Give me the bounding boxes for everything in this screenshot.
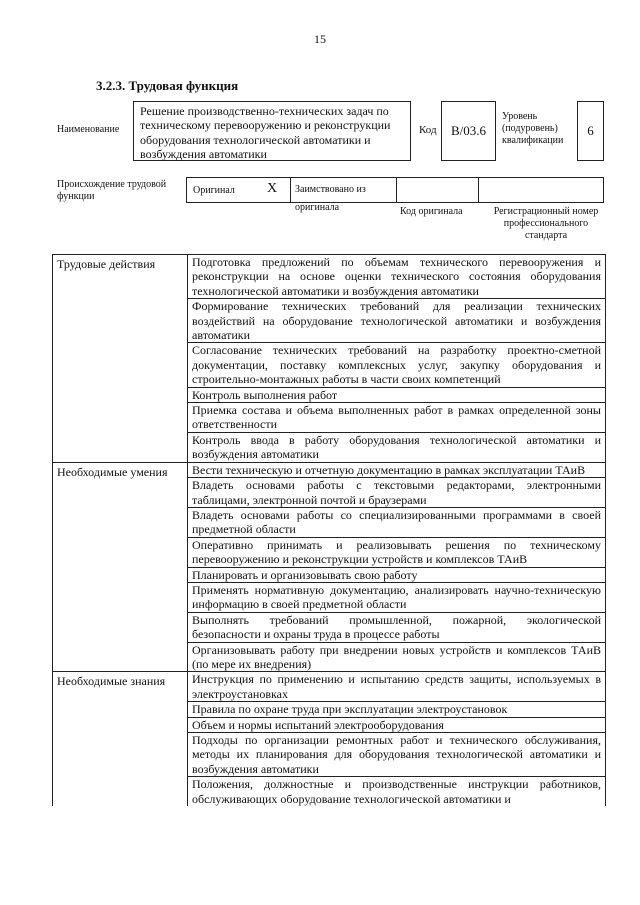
table-cell: Контроль выполнения работ	[188, 387, 606, 402]
table-cell: Организовывать работу при внедрении новых устройств и комплексов ТАиВ (по мере их внедрения)	[188, 642, 606, 672]
table-row	[53, 462, 606, 477]
function-name-box	[133, 101, 411, 161]
section-title: 3.2.3. Трудовая функция	[96, 78, 239, 93]
borrowed-label: Заимствовано из оригинала	[295, 184, 366, 213]
table-row	[53, 672, 606, 702]
section-title-cell: Необходимые умения	[53, 462, 188, 672]
level-label: Уровень (подуровень) квалификации	[502, 111, 564, 146]
table-cell: Вести техническую и отчетную документацию в рамках эксплуатации ТАиВ	[188, 462, 606, 477]
table-cell: Положения, должностные и производственные инструкции работников, обслуживающих оборудование технологической автоматики и	[188, 777, 606, 806]
table-cell: Выполнять требований промышленной, пожарной, экологической безопасности и охраны труда в процессе работы	[188, 612, 606, 642]
code-label: Код	[419, 124, 437, 136]
table-cell: Объем и нормы испытаний электрооборудования	[188, 717, 606, 732]
original-mark: X	[267, 181, 278, 196]
page-number: 15	[314, 32, 326, 46]
table-cell: Планировать и организовывать свою работу	[188, 567, 606, 582]
code-value: B/03.6	[450, 123, 487, 138]
table-cell: Владеть основами работы с текстовыми редакторами, электронными таблицами, электронной почтой и браузерами	[188, 478, 606, 508]
origin-code-cell	[397, 178, 479, 202]
section-title-cell: Трудовые действия	[53, 255, 188, 463]
table-cell: Правила по охране труда при эксплуатации электроустановок	[188, 702, 606, 717]
table-cell: Формирование технических требований для реализации технических воздействий на оборудование технологической автоматики и возбуждения автоматики	[188, 299, 606, 343]
level-box	[577, 101, 604, 161]
original-label: Оригинал	[193, 185, 235, 196]
table-cell: Согласование технических требований на разработку проектно-сметной документации, поставку комплексных услуг, закупку оборудования и строительно-монтажных работы в части своих компетенций	[188, 343, 606, 387]
function-name: Решение производственно-технических задач по техническому перевооружению и реконструкции оборудования технологической автоматики и возбуждения автоматики	[140, 104, 391, 162]
reg-caption: Регистрационный номер профессионального стандарта	[493, 206, 599, 241]
table-cell: Владеть основами работы со специализированными программами в своей предметной области	[188, 507, 606, 537]
table-row	[53, 255, 606, 299]
table-cell: Подходы по организации ремонтных работ и технического обслуживания, методы их планирования для оборудования технологической автоматики и возбуждения автоматики	[188, 733, 606, 777]
origin-label: Происхождение трудовой функции	[57, 179, 167, 202]
section-title-cell: Необходимые знания	[53, 672, 188, 806]
origin-borrowed-cell	[291, 178, 397, 213]
code-caption: Код оригинала	[400, 206, 463, 217]
table-cell: Контроль ввода в работу оборудования технологической автоматики и возбуждения автоматики	[188, 432, 606, 462]
function-table	[52, 254, 606, 806]
table-cell: Подготовка предложений по объемам технического перевооружения и реконструкции на основе оценки технического состояния оборудования технологической автоматики и возбуждения автоматики	[188, 255, 606, 299]
table-cell: Применять нормативную документацию, анализировать научно-техническую информацию в своей предметной области	[188, 582, 606, 612]
code-box	[441, 101, 496, 161]
table-cell: Приемка состава и объема выполненных работ в рамках определенной зоны ответственности	[188, 403, 606, 433]
table-cell: Инструкция по применению и испытанию средств защиты, используемых в электроустановках	[188, 672, 606, 702]
level-value: 6	[587, 123, 594, 138]
origin-reg-cell	[479, 178, 603, 202]
name-label: Наименование	[57, 124, 120, 135]
table-cell: Оперативно принимать и реализовывать решения по техническому перевооружению и реконструкции устройств и комплексов ТАиВ	[188, 537, 606, 567]
origin-original-cell	[187, 178, 291, 202]
